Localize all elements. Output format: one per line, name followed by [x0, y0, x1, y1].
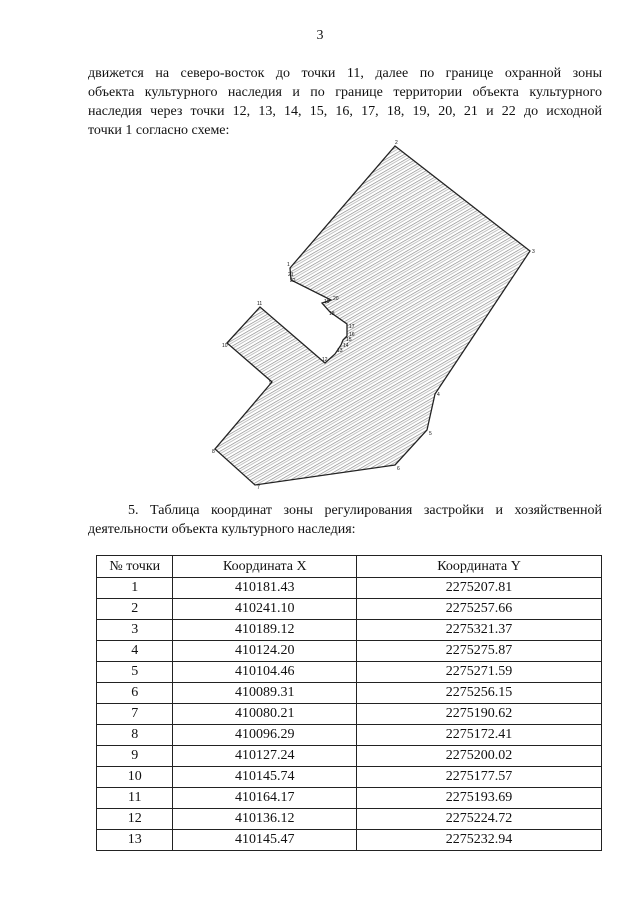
cell-y: 2275200.02 — [357, 746, 602, 767]
cell-x: 410080.21 — [173, 704, 357, 725]
table-caption — [88, 501, 602, 539]
paragraph-line: наследия через точки 12, 13, 14, 15, 16, 17, 18, 19, 20, 21 и 22 до исходной — [88, 104, 602, 119]
cell-x: 410181.43 — [173, 578, 357, 599]
cell-point: 7 — [97, 704, 173, 725]
point-label-9: 9 — [269, 380, 272, 386]
cell-y: 2275190.62 — [357, 704, 602, 725]
cell-point: 11 — [97, 788, 173, 809]
point-label-17: 17 — [349, 324, 355, 330]
cell-y: 2275172.41 — [357, 725, 602, 746]
cell-x: 410136.12 — [173, 809, 357, 830]
cell-x: 410145.74 — [173, 767, 357, 788]
cell-y: 2275256.15 — [357, 683, 602, 704]
header-coordinate-x: Координата X — [173, 556, 357, 578]
point-label-18: 18 — [329, 311, 335, 317]
table-row — [97, 725, 602, 746]
point-label-4: 4 — [437, 392, 440, 398]
cell-x: 410127.24 — [173, 746, 357, 767]
coordinates-table — [96, 555, 602, 851]
cell-point: 1 — [97, 578, 173, 599]
table-row — [97, 683, 602, 704]
table-row — [97, 599, 602, 620]
point-label-16: 16 — [349, 332, 355, 338]
paragraph-line: движется на северо-восток до точки 11, далее по границе охранной зоны — [88, 66, 602, 81]
cell-y: 2275193.69 — [357, 788, 602, 809]
table-row — [97, 704, 602, 725]
point-label-20: 20 — [333, 296, 339, 302]
cell-y: 2275207.81 — [357, 578, 602, 599]
page-number: 3 — [316, 28, 324, 43]
point-label-15: 15 — [346, 337, 352, 343]
cell-y: 2275321.37 — [357, 620, 602, 641]
table-row — [97, 830, 602, 851]
paragraph-line: объекта культурного наследия и по границе территории объекта культурного — [88, 85, 602, 100]
header-point-number: № точки — [97, 556, 173, 578]
table-row — [97, 662, 602, 683]
cell-y: 2275224.72 — [357, 809, 602, 830]
point-label-21: 21 — [288, 272, 294, 278]
point-label-19: 19 — [324, 299, 330, 305]
cell-y: 2275177.57 — [357, 767, 602, 788]
table-row — [97, 788, 602, 809]
point-label-2: 2 — [395, 140, 398, 146]
point-label-14: 14 — [343, 343, 349, 349]
cell-point: 9 — [97, 746, 173, 767]
table-row — [97, 578, 602, 599]
cell-point: 4 — [97, 641, 173, 662]
point-label-12: 12 — [322, 357, 328, 363]
cell-x: 410089.31 — [173, 683, 357, 704]
table-row — [97, 746, 602, 767]
point-label-11: 11 — [257, 301, 263, 307]
point-label-1: 1 — [287, 262, 290, 268]
table-row — [97, 809, 602, 830]
caption-line: 5. Таблица координат зоны регулирования застройки и хозяйственной — [128, 503, 602, 518]
cell-y: 2275257.66 — [357, 599, 602, 620]
cell-point: 2 — [97, 599, 173, 620]
header-coordinate-y: Координата Y — [357, 556, 602, 578]
point-label-5: 5 — [429, 431, 432, 437]
cell-point: 3 — [97, 620, 173, 641]
point-label-6: 6 — [397, 466, 400, 472]
cell-y: 2275275.87 — [357, 641, 602, 662]
point-label-22: 22 — [290, 278, 296, 284]
body-paragraph — [88, 64, 602, 140]
paragraph-line: точки 1 согласно схеме: — [88, 123, 230, 138]
table-row — [97, 767, 602, 788]
cell-point: 5 — [97, 662, 173, 683]
zone-scheme-diagram — [205, 140, 545, 491]
cell-point: 13 — [97, 830, 173, 851]
cell-x: 410189.12 — [173, 620, 357, 641]
cell-x: 410104.46 — [173, 662, 357, 683]
cell-point: 8 — [97, 725, 173, 746]
cell-point: 10 — [97, 767, 173, 788]
point-label-13: 13 — [337, 348, 343, 354]
caption-line: деятельности объекта культурного наследия: — [88, 522, 356, 537]
cell-x: 410124.20 — [173, 641, 357, 662]
point-label-10: 10 — [222, 343, 228, 349]
table-row — [97, 620, 602, 641]
cell-y: 2275271.59 — [357, 662, 602, 683]
table-header-row — [97, 556, 602, 578]
point-label-3: 3 — [532, 249, 535, 255]
cell-x: 410145.47 — [173, 830, 357, 851]
cell-x: 410096.29 — [173, 725, 357, 746]
cell-y: 2275232.94 — [357, 830, 602, 851]
table-row — [97, 641, 602, 662]
cell-x: 410241.10 — [173, 599, 357, 620]
point-label-8: 8 — [212, 449, 215, 455]
cell-point: 12 — [97, 809, 173, 830]
zone-polygon — [215, 146, 530, 485]
cell-x: 410164.17 — [173, 788, 357, 809]
point-label-7: 7 — [257, 485, 260, 491]
cell-point: 6 — [97, 683, 173, 704]
